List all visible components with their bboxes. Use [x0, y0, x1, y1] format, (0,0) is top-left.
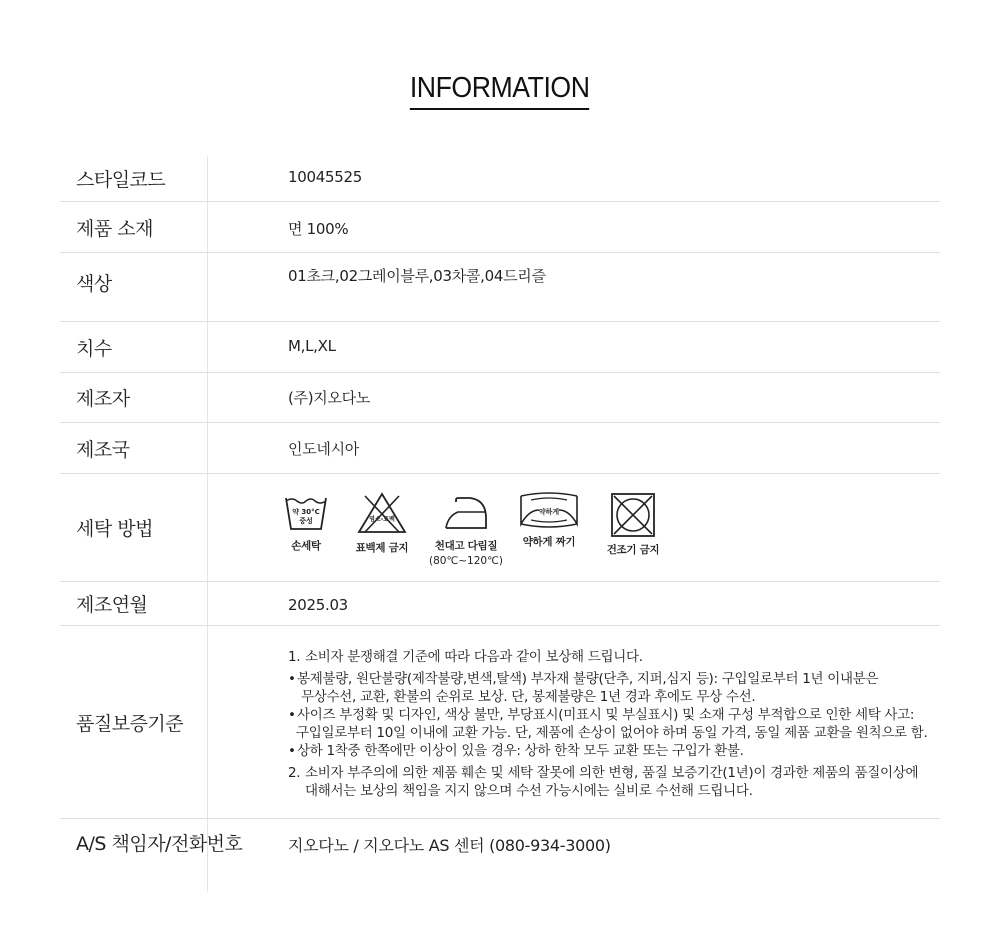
table-row-quality	[60, 626, 940, 819]
table-row-material	[60, 202, 940, 253]
hand-wash-temp: 약 30°C	[292, 508, 320, 516]
row-value: M,L,XL	[288, 337, 336, 355]
row-label: 치수	[76, 337, 112, 360]
care-caption: 손세탁	[291, 540, 321, 552]
table-row-size	[60, 322, 940, 373]
care-hand-wash	[278, 492, 334, 553]
table-row-as	[60, 819, 940, 892]
quality-text	[288, 648, 938, 800]
care-caption: 건조기 금지	[606, 544, 660, 556]
bullet: •	[288, 671, 296, 687]
no-bleach-text: 염소-표백	[369, 516, 395, 523]
care-symbols	[278, 474, 698, 582]
row-label: 제조국	[76, 438, 130, 461]
care-wring	[514, 492, 584, 549]
bullet-text: 봉제불량, 원단불량(제작불량,변색,탈색) 부자재 불량(단추, 지퍼,심지 등): 구입일로부터 1년 이내분은	[297, 671, 879, 687]
item-text: 소비자 분쟁해결 기준에 따라 다음과 같이 보상해 드립니다.	[305, 649, 643, 665]
quality-bullet-2	[288, 706, 938, 742]
quality-item-2	[288, 764, 938, 800]
row-value: 지오다노 / 지오다노 AS 센터 (080-934-3000)	[288, 836, 611, 855]
care-sub-caption: (80℃~120℃)	[429, 555, 503, 567]
no-bleach-icon	[357, 492, 407, 534]
item-text-cont: 대해서는 보상의 책임을 지지 않으며 수선 가능시에는 실비로 수선해 드립니다.	[305, 783, 753, 799]
bullet-text: 상하 1착중 한쪽에만 이상이 있을 경우: 상하 한착 모두 교환 또는 구입가 환불.	[297, 743, 744, 759]
table-row-date	[60, 582, 940, 626]
care-no-dryer	[598, 492, 668, 557]
iron-icon	[442, 492, 490, 532]
row-label: A/S 책임자/전화번호	[76, 833, 243, 855]
care-iron	[426, 492, 506, 567]
bullet: •	[288, 743, 296, 759]
row-label: 제품 소재	[76, 217, 153, 240]
row-label: 제조연월	[76, 594, 148, 616]
care-caption: 표백제 금지	[355, 542, 409, 554]
care-caption: 천대고 다림질	[434, 540, 498, 552]
page-title: INFORMATION	[410, 72, 590, 110]
hand-wash-icon	[284, 492, 328, 532]
bullet-text-cont: 구입일로부터 10일 이내에 교환 가능. 단, 제품에 손상이 없어야 하며 동일 가격, 동일 제품 교환을 원칙으로 함.	[296, 725, 928, 741]
item-text: 소비자 부주의에 의한 제품 훼손 및 세탁 잘못에 의한 변형, 품질 보증기간(1년)이 경과한 제품의 품질이상에	[305, 765, 919, 781]
page-title-wrap	[0, 72, 1000, 110]
row-value: (주)지오다노	[288, 389, 371, 407]
row-value: 01초크,02그레이블루,03차콜,04드리즐	[288, 267, 546, 285]
care-no-bleach	[350, 492, 414, 555]
bullet: •	[288, 707, 296, 723]
table-row-maker	[60, 373, 940, 423]
bullet-text-cont: 무상수선, 교환, 환불의 순위로 보상. 단, 봉제불량은 1년 경과 후에도 무상 수선.	[301, 689, 756, 705]
item-number: 2.	[288, 765, 301, 781]
table-row-country	[60, 423, 940, 474]
quality-item-1	[288, 648, 938, 666]
quality-bullet-1	[288, 670, 938, 706]
row-value: 면 100%	[288, 220, 349, 238]
row-label: 제조자	[76, 388, 130, 410]
bullet-text: 사이즈 부정확 및 디자인, 색상 불만, 부당표시(미표시 및 부실표시) 및 소재 구성 부적합으로 인한 세탁 사고:	[297, 707, 915, 723]
row-value: 10045525	[288, 168, 362, 186]
table-row-wash	[60, 474, 940, 582]
no-dryer-icon	[610, 492, 656, 538]
row-value: 인도네시아	[288, 440, 359, 458]
row-label: 품질보증기준	[76, 712, 184, 735]
row-value: 2025.03	[288, 596, 348, 614]
row-label: 스타일코드	[76, 169, 166, 191]
row-label: 세탁 방법	[76, 518, 153, 540]
hand-wash-neutral: 중성	[299, 517, 313, 525]
wring-icon	[519, 492, 579, 528]
info-table	[60, 156, 940, 892]
table-row-style-code	[60, 156, 940, 202]
wring-text: 약하게	[538, 508, 560, 516]
table-row-color	[60, 253, 940, 322]
quality-bullet-3	[288, 742, 938, 760]
item-number: 1.	[288, 649, 301, 665]
care-caption: 약하게 짜기	[522, 536, 576, 548]
row-label: 색상	[76, 272, 112, 295]
